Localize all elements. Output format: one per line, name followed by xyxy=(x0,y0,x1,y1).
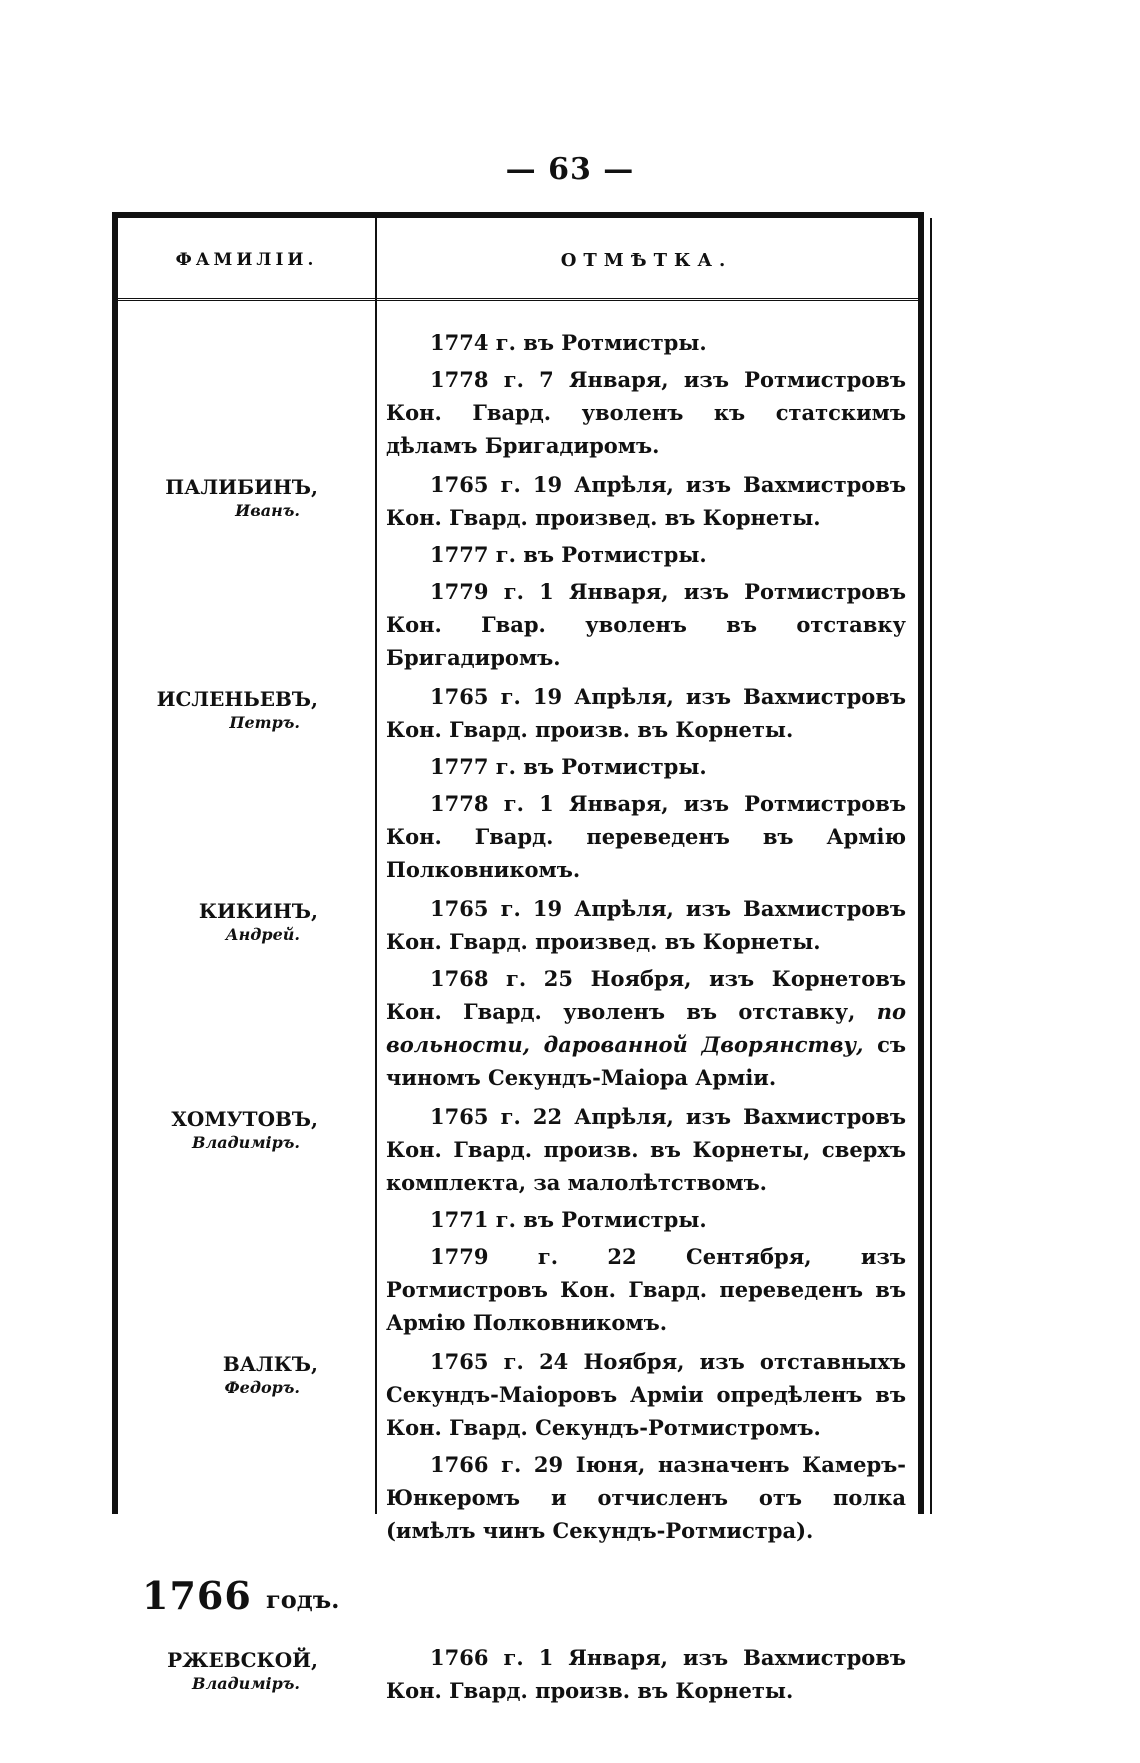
register-table xyxy=(112,212,924,1703)
notes-cell xyxy=(386,680,906,886)
year-heading xyxy=(118,1573,918,1635)
surname: КИКИНЪ, xyxy=(198,899,318,923)
given-name: Иванъ. xyxy=(235,501,300,520)
notes-cell xyxy=(386,892,906,1094)
note-entry: 1766 г. 29 Іюня, назначенъ Камеръ-Юнкеромъ и отчисленъ отъ полка (имѣлъ чинъ Секундъ-Ротмистра). xyxy=(386,1452,906,1543)
given-name: Федоръ. xyxy=(224,1378,300,1397)
note-entry: 1777 г. въ Ротмистры. xyxy=(430,754,707,779)
year-number: 1766 xyxy=(142,1573,252,1618)
name-cell xyxy=(118,898,318,946)
surname: ПАЛИБИНЪ, xyxy=(165,475,318,499)
person-row xyxy=(118,468,918,674)
note-entry: 1765 г. 19 Апрѣля, изъ Вахмистровъ Кон. Гвард. произвед. въ Корнеты. xyxy=(386,896,906,954)
person-row xyxy=(118,680,918,886)
surname: ИСЛЕНЬЕВЪ, xyxy=(156,687,318,711)
note-text: 1768 г. 25 Ноября, изъ Корнетовъ Кон. Гвард. уволенъ въ отставку, xyxy=(386,966,906,1024)
name-cell xyxy=(118,1647,318,1695)
note-entry: 1765 г. 24 Ноября, изъ отставныхъ Секундъ-Маіоровъ Арміи опредѣленъ въ Кон. Гвард. Секундъ-Ротмистромъ. xyxy=(386,1349,906,1440)
carryover-row xyxy=(118,326,918,462)
note-entry: 1765 г. 19 Апрѣля, изъ Вахмистровъ Кон. Гвард. произв. въ Корнеты. xyxy=(386,684,906,742)
note-entry: 1765 г. 22 Апрѣля, изъ Вахмистровъ Кон. Гвард. произв. въ Корнеты, сверхъ комплекта, за малолѣтствомъ. xyxy=(386,1104,906,1195)
note-italic-text: по вольности, дарованной Дворянству, xyxy=(386,999,906,1057)
note-entry: 1766 г. 1 Января, изъ Вахмистровъ Кон. Гвард. произв. въ Корнеты. xyxy=(386,1645,906,1703)
person-row xyxy=(118,1100,918,1339)
surname: ХОМУТОВЪ, xyxy=(171,1107,318,1131)
year-word: годъ. xyxy=(266,1585,340,1614)
header-notes: ОТМѢТКА. xyxy=(560,250,733,271)
name-cell xyxy=(118,686,318,734)
given-name: Владиміръ. xyxy=(191,1674,300,1693)
note-entry: 1779 г. 22 Сентября, изъ Ротмистровъ Кон. Гвард. переведенъ въ Армію Полковникомъ. xyxy=(386,1244,906,1335)
person-row xyxy=(118,892,918,1094)
note-entry: 1779 г. 1 Января, изъ Ротмистровъ Кон. Гвар. уволенъ въ отставку Бригадиромъ. xyxy=(386,579,906,670)
surname: ВАЛКЪ, xyxy=(222,1352,318,1376)
note-entry: 1778 г. 7 Января, изъ Ротмистровъ Кон. Гвард. уволенъ къ статскимъ дѣламъ Бригадиромъ. xyxy=(386,367,906,458)
table-body xyxy=(118,326,918,1711)
given-name: Владиміръ. xyxy=(191,1133,300,1152)
note-entry: 1777 г. въ Ротмистры. xyxy=(430,542,707,567)
header-surnames: ФАМИЛІИ. xyxy=(175,250,318,270)
surname: РЖЕВСКОЙ, xyxy=(167,1648,318,1672)
note-entry: 1778 г. 1 Января, изъ Ротмистровъ Кон. Гвард. переведенъ въ Армію Полковникомъ. xyxy=(386,791,906,882)
notes-cell xyxy=(386,1641,906,1707)
table-header xyxy=(118,218,918,301)
note-entry: 1765 г. 19 Апрѣля, изъ Вахмистровъ Кон. Гвард. произвед. въ Корнеты. xyxy=(386,472,906,530)
notes-cell xyxy=(386,1345,906,1547)
person-row xyxy=(118,1345,918,1547)
note-entry: 1774 г. въ Ротмистры. xyxy=(430,330,707,355)
name-cell xyxy=(118,1351,318,1399)
person-row xyxy=(118,1641,918,1707)
name-cell xyxy=(118,1106,318,1154)
notes-cell xyxy=(386,1100,906,1339)
note-entry xyxy=(386,962,906,1094)
page-number: — 63 — xyxy=(505,152,635,187)
name-cell xyxy=(118,474,318,522)
given-name: Андрей. xyxy=(225,925,300,944)
note-text: съ чиномъ Секундъ-Маіора Арміи. xyxy=(386,1032,906,1090)
notes-cell xyxy=(386,326,906,462)
notes-cell xyxy=(386,468,906,674)
note-entry: 1771 г. въ Ротмистры. xyxy=(430,1207,707,1232)
given-name: Петръ. xyxy=(229,713,300,732)
